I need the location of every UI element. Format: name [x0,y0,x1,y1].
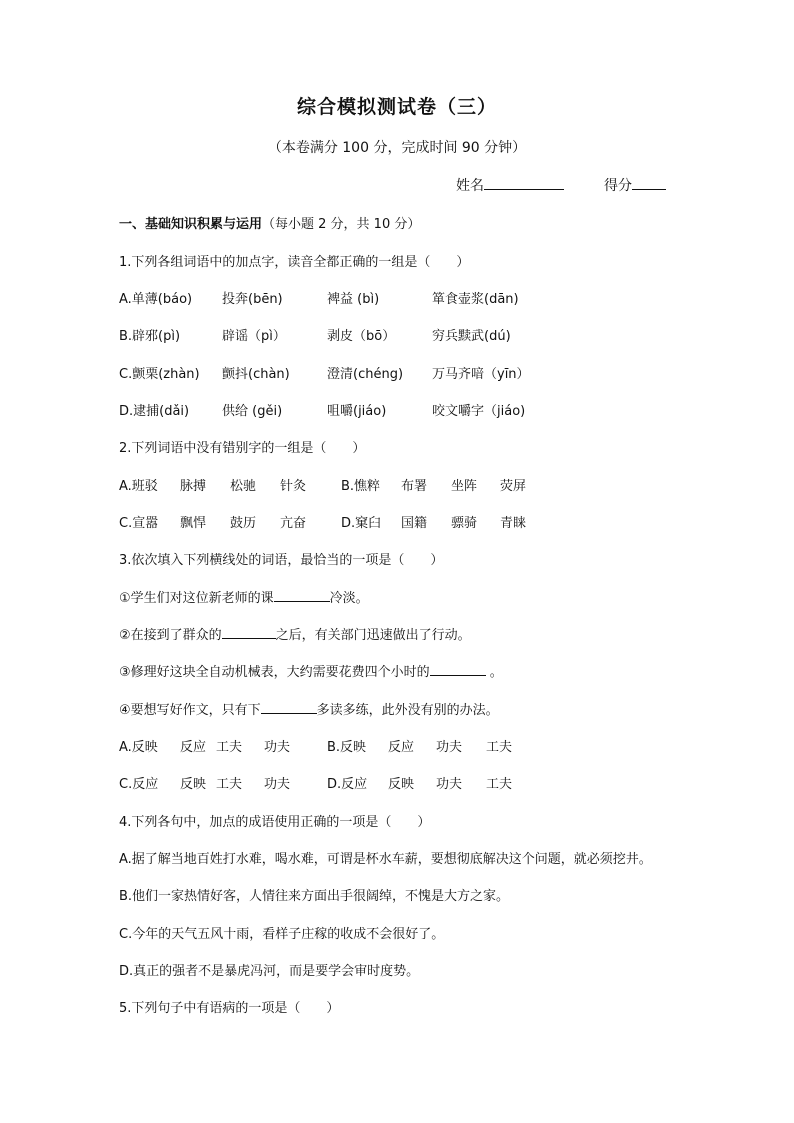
q3-d-word-4: 工夫 [486,777,513,792]
q3-b-word-4: 工夫 [486,740,513,755]
q2-option-b: B.憔粹 [341,479,381,494]
q1-a-word-2: 投奔(bēn) [222,292,283,307]
q2-a-word-4: 针灸 [280,479,307,494]
q4-option-d: D.真正的强者不是暴虎冯河，而是要学会审时度势。 [119,964,420,979]
q3-sentence-2 [119,624,471,643]
q3-c-word-2: 反映 [180,777,207,792]
q3-sentence-4 [119,699,499,718]
q4-option-c: C.今年的天气五风十雨，看样子庄稼的收成不会很好了。 [119,927,445,942]
q4-option-a: A.据了解当地百姓打水难，喝水难，可谓是杯水车薪，要想彻底解决这个问题，就必须挖井。 [119,852,652,867]
page-title: 综合模拟测试卷（三） [296,96,497,118]
q1-c-word-3: 澄清(chéng) [327,367,404,382]
q3-b-word-3: 功夫 [436,740,463,755]
q3-c-word-3: 工夫 [216,777,243,792]
q3-d-word-3: 功夫 [436,777,463,792]
q3-a-word-4: 功夫 [264,740,291,755]
q3-s4-tail: 多读多练，此外没有别的办法。 [316,703,499,718]
q1-b-word-2: 辟谣（pì） [222,329,286,344]
question-4-stem: 4.下列各句中，加点的成语使用正确的一项是（ ） [119,815,431,830]
section-heading [119,213,420,232]
question-3-stem: 3.依次填入下列横线处的词语，最恰当的一项是（ ） [119,553,444,568]
q3-s2-text: ②在接到了群众的 [119,628,222,643]
q2-option-d: D.窠臼 [341,516,382,531]
q2-c-word-4: 亢奋 [280,516,307,531]
section-title: 一、基础知识积累与运用 [119,217,263,232]
q1-d-word-2: 供给 (gěi) [222,404,283,419]
q3-a-word-3: 工夫 [216,740,243,755]
q3-s2-tail: 之后，有关部门迅速做出了行动。 [275,628,471,643]
q2-b-word-2: 布署 [401,479,428,494]
name-score-bar [456,175,666,195]
q2-option-c: C.宣嚣 [119,516,159,531]
q3-option-c: C.反应 [119,777,159,792]
q3-option-a: A.反映 [119,740,158,755]
q1-b-word-4: 穷兵黩武(dú) [432,329,511,344]
q3-s3-tail: 。 [485,665,503,680]
q2-d-word-3: 骠骑 [451,516,478,531]
q3-blank-3[interactable] [430,662,486,676]
q2-c-word-3: 鼓历 [230,516,257,531]
question-1-stem: 1.下列各组词语中的加点字，读音全都正确的一组是（ ） [119,255,470,270]
q3-s4-text: ④要想写好作文，只有下 [119,703,261,718]
q3-option-b: B.反映 [327,740,367,755]
name-blank[interactable] [484,175,564,190]
q2-a-word-2: 脉搏 [180,479,207,494]
score-blank[interactable] [632,175,666,190]
q1-a-word-4: 箪食壶浆(dān) [432,292,519,307]
q1-option-a: A.单薄(báo) [119,292,193,307]
q3-blank-4[interactable] [261,700,317,714]
q3-d-word-2: 反映 [388,777,415,792]
section-note: （每小题 2 分，共 10 分） [262,217,421,232]
q2-c-word-2: 飘悍 [180,516,207,531]
q3-sentence-1 [119,587,369,606]
q3-s3-text: ③修理好这块全自动机械表，大约需要花费四个小时的 [119,665,430,680]
question-2-stem: 2.下列词语中没有错别字的一组是（ ） [119,441,366,456]
question-5-stem: 5.下列句子中有语病的一项是（ ） [119,1001,340,1016]
q1-d-word-4: 咬文嚼字（jiáo) [432,404,526,419]
q1-d-word-3: 咀嚼(jiáo) [327,404,387,419]
q4-option-b: B.他们一家热情好客，人情往来方面出手很阔绰，不愧是大方之家。 [119,889,510,904]
q3-a-word-2: 反应 [180,740,207,755]
page-subtitle: （本卷满分 100 分，完成时间 90 分钟） [267,140,527,156]
q1-c-word-2: 颤抖(chàn) [222,367,290,382]
q2-b-word-4: 荧屏 [500,479,527,494]
q3-c-word-4: 功夫 [264,777,291,792]
q3-s1-tail: 冷淡。 [329,591,369,606]
q3-b-word-2: 反应 [388,740,415,755]
q1-b-word-3: 剥皮（bō） [327,329,396,344]
q2-d-word-4: 青睐 [500,516,527,531]
q3-blank-1[interactable] [274,588,330,602]
q2-a-word-3: 松驰 [230,479,257,494]
score-label: 得分 [604,178,632,194]
q3-s1-text: ①学生们对这位新老师的课 [119,591,274,606]
q3-option-d: D.反应 [327,777,368,792]
q1-c-word-4: 万马齐喑（yīn） [432,367,530,382]
q2-option-a: A.班驳 [119,479,158,494]
q3-sentence-3 [119,661,503,680]
q1-option-b: B.辟邪(pì) [119,329,181,344]
q3-blank-2[interactable] [222,625,276,639]
q2-d-word-2: 国籍 [401,516,428,531]
q2-b-word-3: 坐阵 [451,479,478,494]
q1-a-word-3: 裨益 (bì) [327,292,380,307]
q1-option-c: C.颤栗(zhàn) [119,367,200,382]
name-label: 姓名 [456,178,484,194]
q1-option-d: D.逮捕(dǎi) [119,404,190,419]
